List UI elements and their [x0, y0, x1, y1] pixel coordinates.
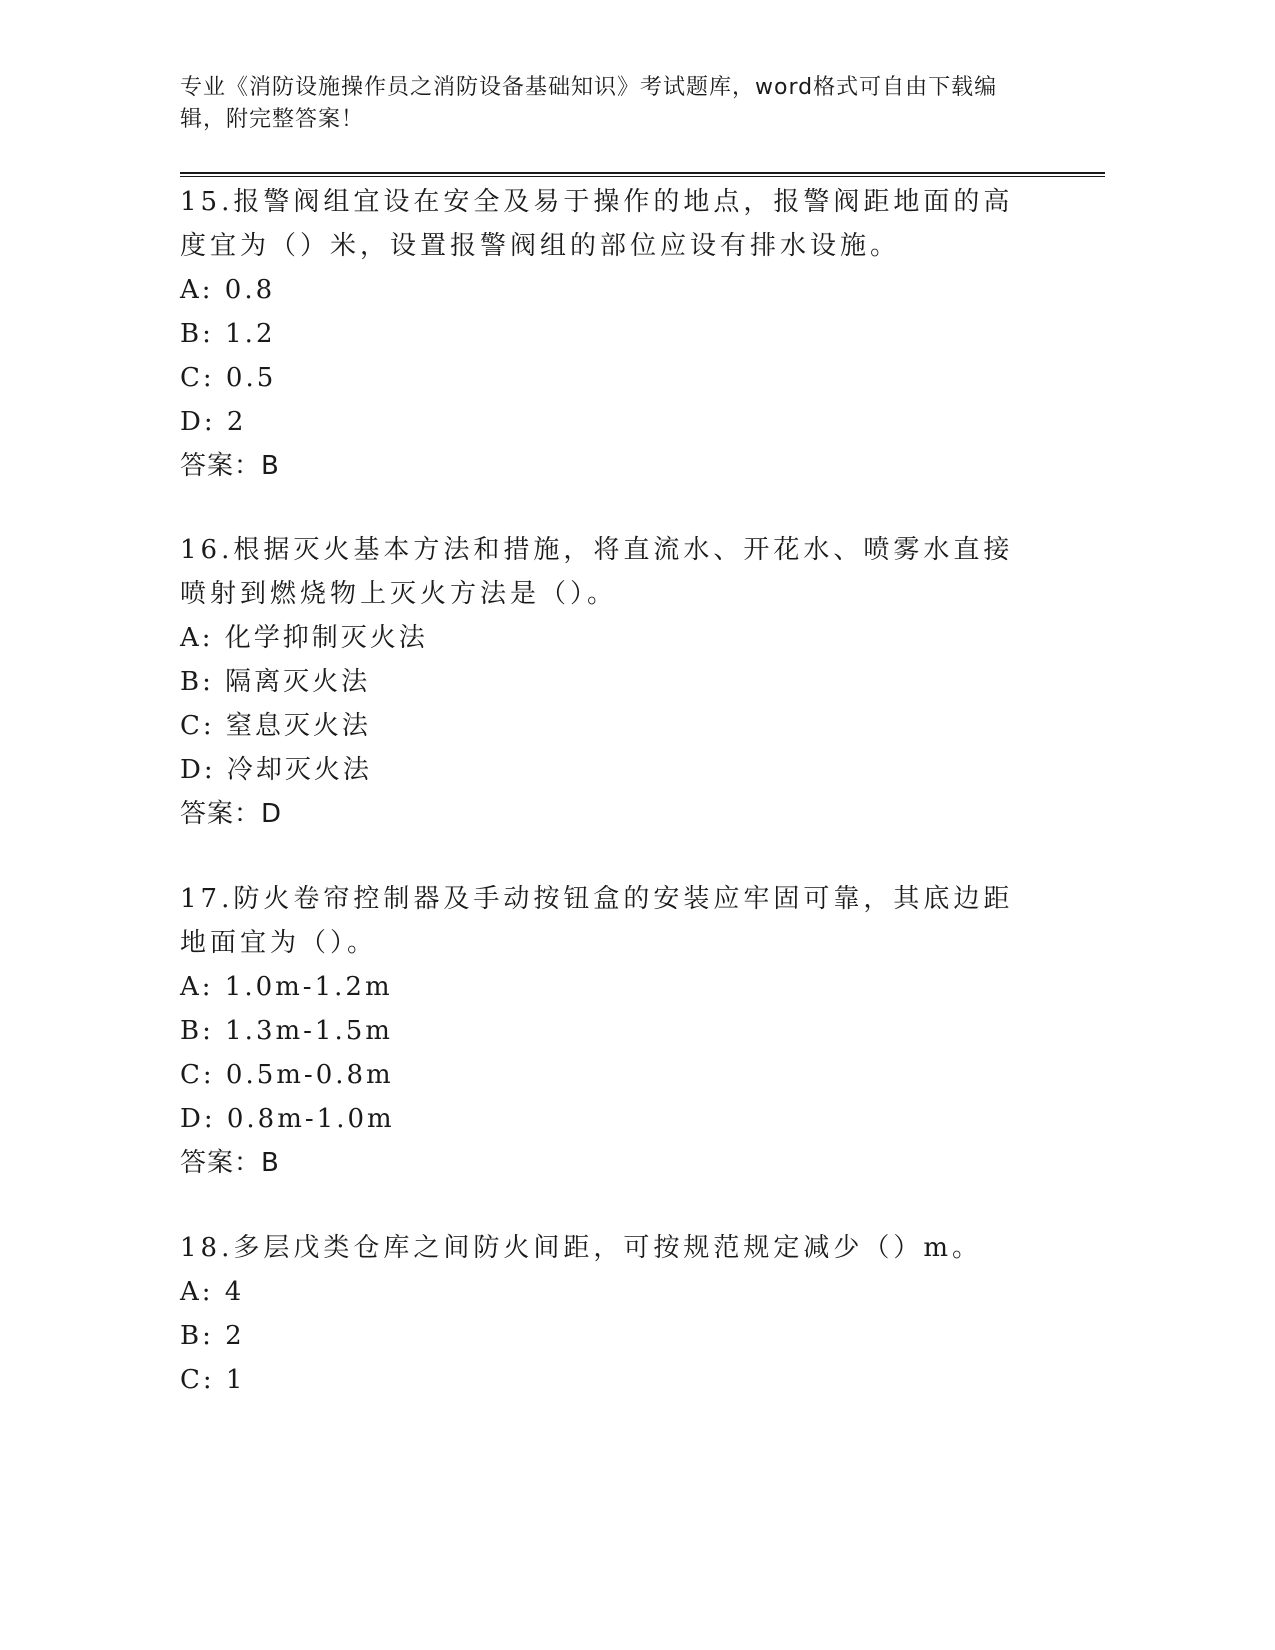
question-16: [180, 528, 1040, 836]
question-15: [180, 180, 1040, 488]
question-17: [180, 877, 1040, 1185]
answer-text: 答案：B: [180, 451, 280, 481]
option-c: C: 0.5: [180, 363, 277, 393]
answer-text: 答案：D: [180, 799, 283, 829]
question-stem: 17.防火卷帘控制器及手动按钮盒的安装应牢固可靠，其底边距地面宜为（）。: [180, 884, 1014, 958]
option-c: C: 1: [180, 1365, 246, 1395]
question-18: [180, 1226, 1040, 1402]
option-b: B: 2: [180, 1321, 245, 1351]
option-b: B: 隔离灭火法: [180, 667, 371, 697]
question-stem: 15.报警阀组宜设在安全及易于操作的地点，报警阀距地面的高度宜为（）米，设置报警阀组的部位应设有排水设施。: [180, 187, 1014, 261]
option-c: C: 窒息灭火法: [180, 711, 371, 741]
option-b: B: 1.3m-1.5m: [180, 1016, 393, 1046]
question-stem: 16.根据灭火基本方法和措施，将直流水、开花水、喷雾水直接喷射到燃烧物上灭火方法是（）。: [180, 535, 1014, 609]
option-c: C: 0.5m-0.8m: [180, 1060, 394, 1090]
option-d: D: 冷却灭火法: [180, 755, 372, 785]
option-d: D: 2: [180, 407, 247, 437]
option-a: A: 0.8: [180, 275, 276, 305]
option-a: A: 4: [180, 1277, 245, 1307]
option-a: A: 1.0m-1.2m: [180, 972, 393, 1002]
header-divider: [180, 172, 1105, 177]
option-b: B: 1.2: [180, 319, 276, 349]
option-d: D: 0.8m-1.0m: [180, 1104, 395, 1134]
answer-text: 答案：B: [180, 1148, 280, 1178]
document-header: 专业《消防设施操作员之消防设备基础知识》考试题库，word格式可自由下载编辑，附完整答案！: [180, 75, 998, 132]
option-a: A: 化学抑制灭火法: [180, 623, 428, 653]
question-stem: 18.多层戊类仓库之间防火间距，可按规范规定减少（）m。: [180, 1233, 983, 1263]
